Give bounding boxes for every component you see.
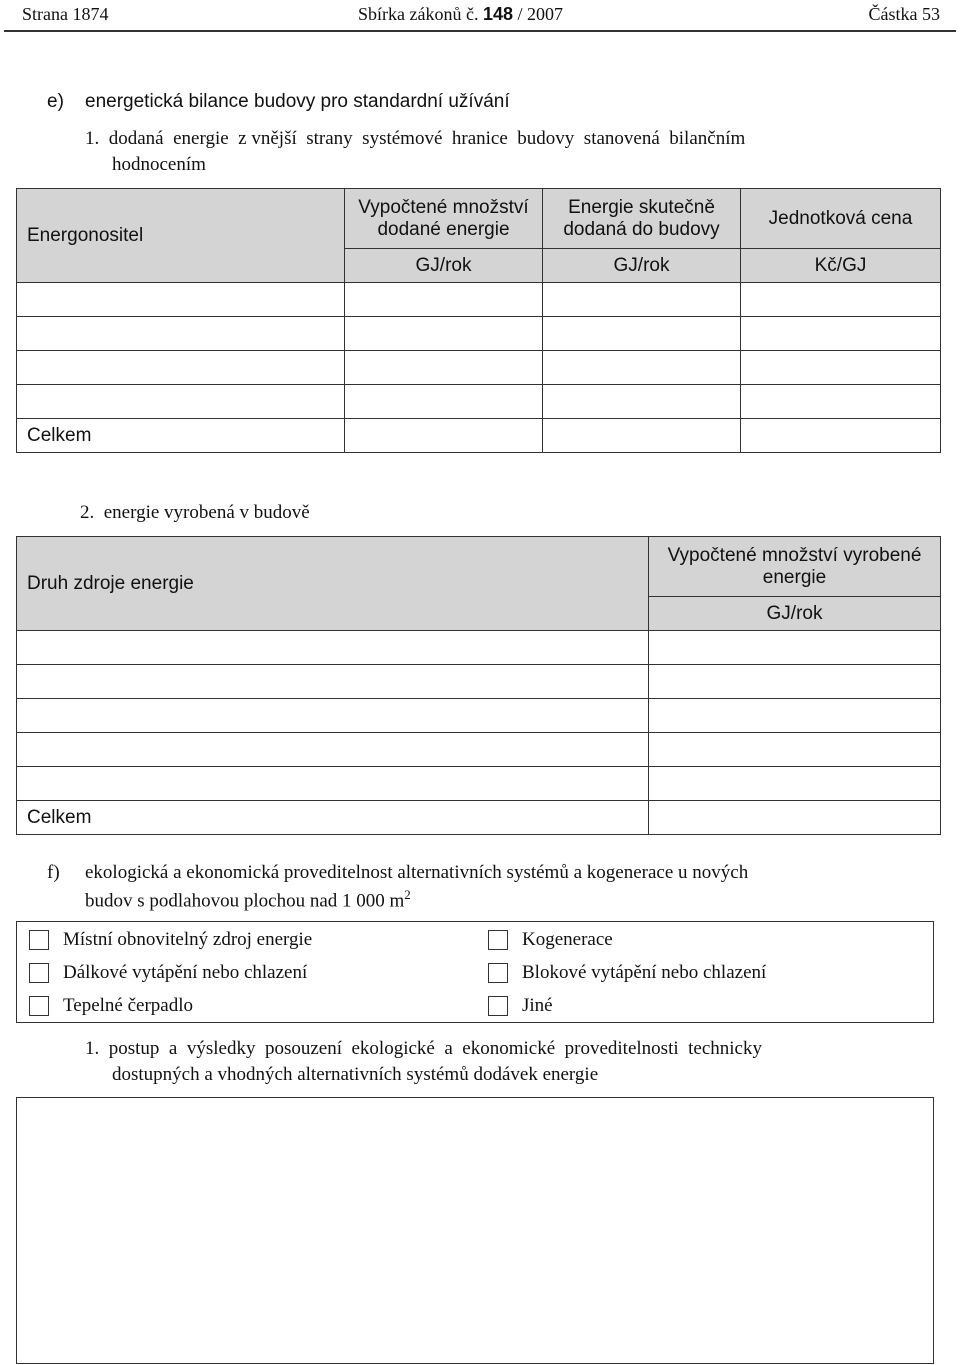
table-cell[interactable] [741,351,941,385]
table-row [17,631,941,665]
total-row [17,801,941,835]
gazette-number: 148 [482,4,514,24]
produced-energy-table [16,536,941,835]
table-cell[interactable] [741,283,941,317]
checkbox-district-heating[interactable] [29,963,49,983]
table-cell[interactable] [17,631,649,665]
header-calculated-amount: Vypočtené množství dodané energie [345,189,543,249]
table-cell[interactable] [17,665,649,699]
table-row [17,351,941,385]
section-e1-line1: 1. dodaná energie z vnější strany systémové hranice budovy stanovená bilančním [85,128,746,149]
table-row [17,699,941,733]
table-cell[interactable] [17,699,649,733]
header-energy-source-type: Druh zdroje energie [17,537,649,631]
section-e1-line2: hodnocením [112,154,206,175]
assessment-answer-box[interactable] [16,1097,934,1364]
label-cogeneration: Kogenerace [522,929,613,950]
table-row [17,733,941,767]
section-2-title: 2. energie vyrobená v budově [80,502,310,523]
table-row [17,385,941,419]
table-cell[interactable] [17,283,345,317]
table-cell[interactable] [649,767,941,801]
gazette-title: Sbírka zákonů č. 148 / 2007 [358,4,564,24]
table-cell[interactable] [543,283,741,317]
section-e-marker: e) [47,91,64,112]
label-district-heating: Dálkové vytápění nebo chlazení [63,962,308,983]
table-cell[interactable] [17,317,345,351]
header-unit-price: Jednotková cena [741,189,941,249]
table-row [17,665,941,699]
total-label: Celkem [17,801,649,835]
table-cell[interactable] [543,419,741,453]
delivered-energy-table [16,188,941,453]
table-cell[interactable] [345,419,543,453]
label-heat-pump: Tepelné čerpadlo [63,995,194,1016]
table-row [17,767,941,801]
table-cell[interactable] [649,631,941,665]
table-cell[interactable] [543,351,741,385]
table-row [17,317,941,351]
page-header [22,4,940,26]
table-cell[interactable] [17,351,345,385]
section-e-title: energetická bilance budovy pro standardní užívání [85,91,510,112]
table-cell[interactable] [649,699,941,733]
table-cell[interactable] [741,419,941,453]
checkbox-local-renewable[interactable] [29,930,49,950]
page-number: Strana 1874 [22,4,109,24]
alternative-systems-box [16,921,934,1023]
checkbox-other[interactable] [488,996,508,1016]
header-actual-energy: Energie skutečně dodaná do budovy [543,189,741,249]
table-cell[interactable] [345,385,543,419]
table-cell[interactable] [543,317,741,351]
table-row [17,283,941,317]
section-f-line2: budov s podlahovou plochou nad 1 000 $m^2$ [85,887,411,912]
table-cell[interactable] [345,283,543,317]
unit-gj-year-2: GJ/rok [543,249,741,283]
table-cell[interactable] [741,385,941,419]
unit-gj-year: GJ/rok [649,597,941,631]
table-cell[interactable] [17,385,345,419]
total-row [17,419,941,453]
table-cell[interactable] [17,767,649,801]
header-rule [4,30,956,32]
label-block-heating: Blokové vytápění nebo chlazení [522,962,767,983]
checkbox-block-heating[interactable] [488,963,508,983]
checkbox-cogeneration[interactable] [488,930,508,950]
total-label: Celkem [17,419,345,453]
table-cell[interactable] [741,317,941,351]
label-local-renewable: Místní obnovitelný zdroj energie [63,929,313,950]
table-cell[interactable] [345,317,543,351]
section-f-line1: ekologická a ekonomická proveditelnost alternativních systémů a kogenerace u nových [85,862,749,883]
checkbox-heat-pump[interactable] [29,996,49,1016]
table-cell[interactable] [649,801,941,835]
header-calculated-produced: Vypočtené množství vyrobené energie [649,537,941,597]
table-cell[interactable] [345,351,543,385]
header-energy-carrier: Energonositel [17,189,345,283]
table-cell[interactable] [649,733,941,767]
unit-gj-year-1: GJ/rok [345,249,543,283]
section-f1-line1: 1. postup a výsledky posouzení ekologické a ekonomické proveditelnosti technicky [85,1038,762,1059]
unit-czk-gj: Kč/GJ [741,249,941,283]
table-cell[interactable] [17,733,649,767]
table-cell[interactable] [649,665,941,699]
issue-part: Částka 53 [868,4,940,24]
section-f1-line2: dostupných a vhodných alternativních systémů dodávek energie [112,1064,599,1085]
label-other: Jiné [522,995,553,1016]
section-f-marker: f) [47,862,60,883]
table-cell[interactable] [543,385,741,419]
